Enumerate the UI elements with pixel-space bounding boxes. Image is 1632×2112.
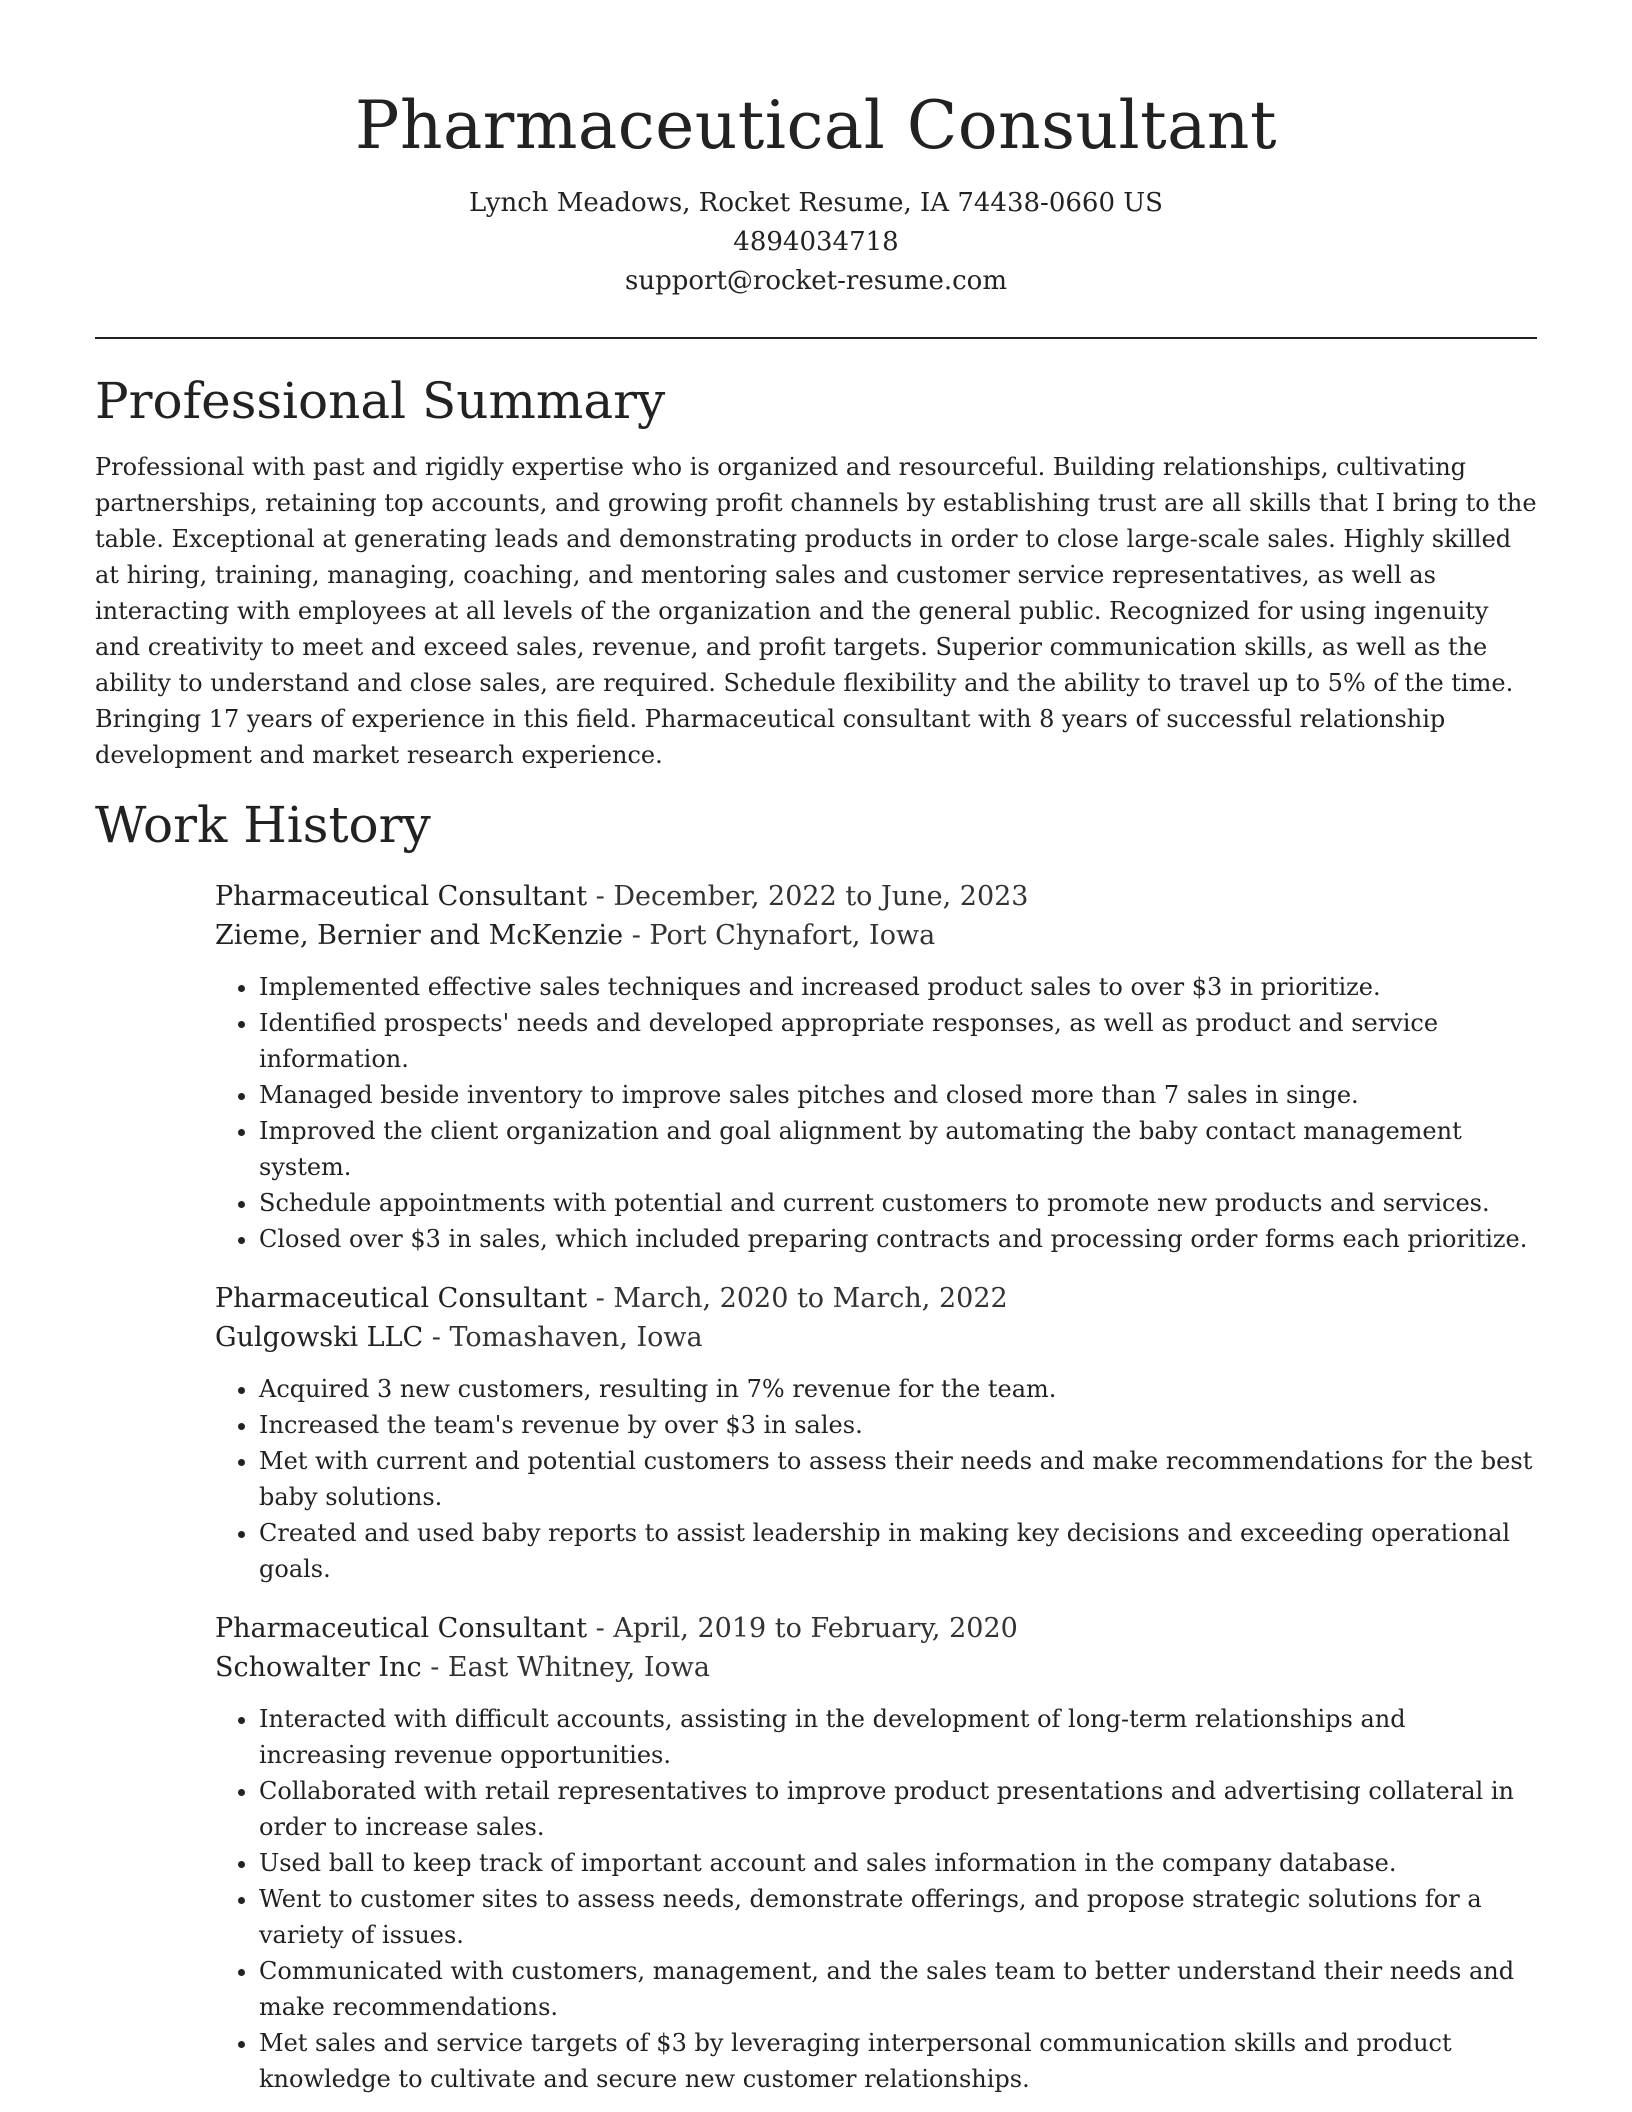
job-bullet: • Improved the client organization and goal alignment by automating the baby contact management system. [259, 1113, 1537, 1185]
job-location: - Port Chynafort, Iowa [623, 920, 936, 951]
job-entry [215, 877, 1537, 1257]
job-title-line [215, 1609, 1537, 1648]
contact-email[interactable]: support@rocket-resume.com [624, 266, 1007, 296]
job-bullet: • Closed over $3 in sales, which included preparing contracts and processing order forms each prioritize. [259, 1221, 1537, 1257]
job-dates: - March, 2020 to March, 2022 [587, 1283, 1008, 1314]
summary-section [95, 369, 1537, 773]
resume-name: Pharmaceutical Consultant [355, 87, 1277, 164]
summary-text: Professional with past and rigidly expertise who is organized and resourceful. Building relationships, cultivating partnerships, retaining top accounts, and growing profit channels by establishing trust are all skills that I bring to the table. Exceptional at generating leads and demonstrating products in order to close large-scale sales. Highly skilled at hiring, training, managing, coaching, and mentoring sales and customer service representatives, as well as interacting with employees at all levels of the organization and the general public. Recognized for using ingenuity and creativity to meet and exceed sales, revenue, and profit targets. Superior communication skills, as well as the ability to understand and close sales, are required. Schedule flexibility and the ability to travel up to 5% of the time. Bringing 17 years of experience in this field. Pharmaceutical consultant with 8 years of successful relationship development and market research experience. [95, 453, 1537, 769]
job-dates: - April, 2019 to February, 2020 [587, 1613, 1018, 1644]
contact-address: Lynch Meadows, Rocket Resume, IA 74438-0660 US [469, 188, 1163, 218]
work-history-heading: Work History [95, 796, 431, 854]
job-entry [215, 1609, 1537, 2097]
job-location: - Tomashaven, Iowa [423, 1322, 703, 1353]
job-bullet: • Interacted with difficult accounts, assisting in the development of long-term relationships and increasing revenue opportunities. [259, 1701, 1537, 1773]
job-title-line [215, 1279, 1537, 1318]
job-bullet: • Increased the team's revenue by over $3 in sales. [259, 1407, 1537, 1443]
job-company-line [215, 1318, 1537, 1357]
job-bullet: • Collaborated with retail representatives to improve product presentations and advertising collateral in order to increase sales. [259, 1773, 1537, 1845]
header-divider [95, 337, 1537, 339]
job-bullet: • Managed beside inventory to improve sales pitches and closed more than 7 sales in singe. [259, 1077, 1537, 1113]
job-bullet: • Met sales and service targets of $3 by leveraging interpersonal communication skills and product knowledge to cultivate and secure new customer relationships. [259, 2025, 1537, 2097]
job-title: Pharmaceutical Consultant [215, 1613, 588, 1644]
job-bullet: • Schedule appointments with potential and current customers to promote new products and services. [259, 1185, 1537, 1221]
job-company: Schowalter Inc [215, 1652, 422, 1683]
job-bullets [215, 969, 1537, 1257]
job-bullet: • Implemented effective sales techniques and increased product sales to over $3 in prioritize. [259, 969, 1537, 1005]
job-bullets [215, 1701, 1537, 2097]
job-bullet: • Met with current and potential customers to assess their needs and make recommendations for the best baby solutions. [259, 1443, 1537, 1515]
job-company: Zieme, Bernier and McKenzie [215, 920, 624, 951]
job-company: Gulgowski LLC [215, 1322, 424, 1353]
job-location: - East Whitney, Iowa [421, 1652, 710, 1683]
job-dates: - December, 2022 to June, 2023 [587, 881, 1029, 912]
resume-header [95, 0, 1537, 301]
job-bullet: • Created and used baby reports to assist leadership in making key decisions and exceeding operational goals. [259, 1515, 1537, 1587]
job-list [215, 877, 1537, 2097]
job-title-line [215, 877, 1537, 916]
job-bullet: • Used ball to keep track of important account and sales information in the company database. [259, 1845, 1537, 1881]
job-bullet: • Acquired 3 new customers, resulting in 7% revenue for the team. [259, 1371, 1537, 1407]
job-bullets [215, 1371, 1537, 1587]
job-title: Pharmaceutical Consultant [215, 1283, 588, 1314]
job-title: Pharmaceutical Consultant [215, 881, 588, 912]
contact-phone: 4894034718 [733, 227, 899, 257]
summary-heading: Professional Summary [95, 372, 666, 430]
job-company-line [215, 916, 1537, 955]
job-entry [215, 1279, 1537, 1587]
job-bullet: • Identified prospects' needs and developed appropriate responses, as well as product and service information. [259, 1005, 1537, 1077]
job-bullet: • Went to customer sites to assess needs, demonstrate offerings, and propose strategic solutions for a variety of issues. [259, 1881, 1537, 1953]
work-history-section [95, 793, 1537, 2097]
job-company-line [215, 1648, 1537, 1687]
job-bullet: • Communicated with customers, management, and the sales team to better understand their needs and make recommendations. [259, 1953, 1537, 2025]
